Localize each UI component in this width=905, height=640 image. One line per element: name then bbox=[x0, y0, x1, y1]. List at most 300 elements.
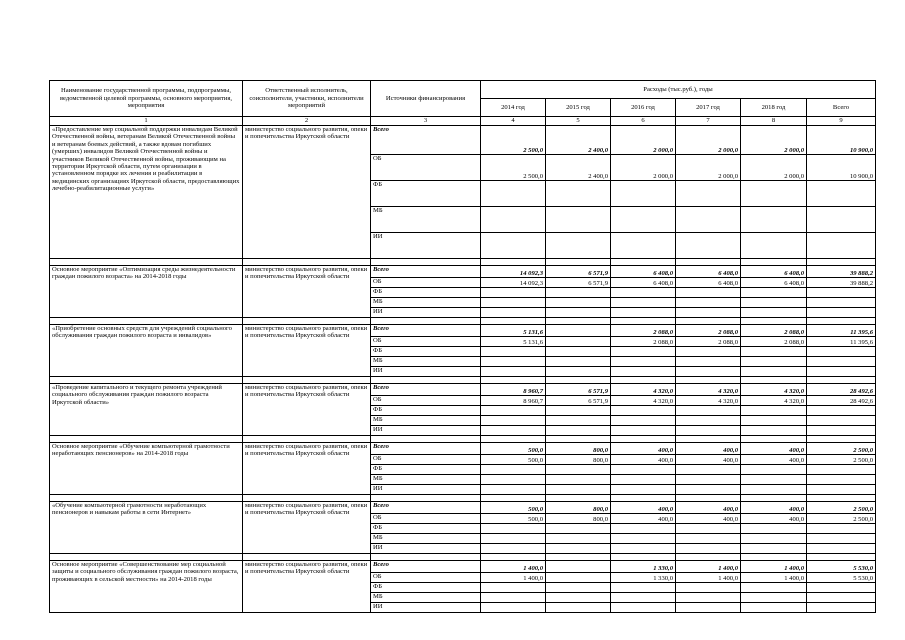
empty-value-cell bbox=[676, 426, 741, 436]
separator-cell bbox=[481, 436, 546, 443]
executor-name: министерство социального развития, опеки и попечительства Иркутской области bbox=[243, 384, 371, 436]
ob-value-cell: 2 088,0 bbox=[611, 337, 676, 347]
empty-value-cell bbox=[611, 524, 676, 534]
funding-source: ОБ bbox=[371, 573, 481, 583]
executor-name: министерство социального развития, опеки и попечительства Иркутской области bbox=[243, 325, 371, 377]
funding-source: Всего bbox=[371, 561, 481, 573]
ob-value-cell: 6 571,9 bbox=[546, 396, 611, 406]
empty-value-cell bbox=[546, 367, 611, 377]
header-year: 2018 год bbox=[741, 99, 807, 117]
separator-cell bbox=[546, 436, 611, 443]
empty-value-cell bbox=[546, 524, 611, 534]
separator-cell bbox=[371, 554, 481, 561]
header-year: 2014 год bbox=[481, 99, 546, 117]
ob-value-cell: 2 088,0 bbox=[741, 337, 807, 347]
total-value-cell: 400,0 bbox=[611, 502, 676, 514]
total-value-cell: 2 000,0 bbox=[676, 126, 741, 155]
empty-value-cell bbox=[676, 298, 741, 308]
separator-cell bbox=[50, 259, 243, 266]
funding-source: ОБ bbox=[371, 337, 481, 347]
separator-cell bbox=[50, 377, 243, 384]
funding-source: ОБ bbox=[371, 278, 481, 288]
total-value-cell: 5 530,0 bbox=[807, 561, 876, 573]
empty-value-cell bbox=[481, 426, 546, 436]
funding-source: ФБ bbox=[371, 347, 481, 357]
empty-value-cell bbox=[807, 207, 876, 233]
empty-value-cell bbox=[676, 485, 741, 495]
empty-value-cell bbox=[807, 406, 876, 416]
funding-source: ФБ bbox=[371, 288, 481, 298]
empty-value-cell bbox=[741, 298, 807, 308]
separator-cell bbox=[611, 436, 676, 443]
separator-cell bbox=[676, 377, 741, 384]
empty-value-cell bbox=[546, 544, 611, 554]
empty-value-cell bbox=[741, 475, 807, 485]
funding-source: ФБ bbox=[371, 181, 481, 207]
block-separator-row bbox=[50, 436, 876, 443]
empty-value-cell bbox=[807, 308, 876, 318]
empty-value-cell bbox=[481, 347, 546, 357]
executor-name: министерство социального развития, опеки и попечительства Иркутской области bbox=[243, 561, 371, 613]
separator-cell bbox=[243, 436, 371, 443]
empty-value-cell bbox=[481, 544, 546, 554]
block-separator-row bbox=[50, 554, 876, 561]
ob-value-cell: 800,0 bbox=[546, 455, 611, 465]
ob-value-cell: 2 000,0 bbox=[741, 155, 807, 181]
total-value-cell: 4 320,0 bbox=[611, 384, 676, 396]
header-year: 2017 год bbox=[676, 99, 741, 117]
ob-value-cell: 6 571,9 bbox=[546, 278, 611, 288]
separator-cell bbox=[243, 377, 371, 384]
separator-cell bbox=[741, 554, 807, 561]
empty-value-cell bbox=[611, 426, 676, 436]
total-value-cell: 14 092,3 bbox=[481, 266, 546, 278]
table-row bbox=[50, 384, 876, 396]
empty-value-cell bbox=[546, 534, 611, 544]
empty-value-cell bbox=[611, 465, 676, 475]
total-value-cell: 5 131,6 bbox=[481, 325, 546, 337]
total-value-cell: 1 400,0 bbox=[676, 561, 741, 573]
funding-source: ОБ bbox=[371, 155, 481, 181]
total-value-cell bbox=[546, 561, 611, 573]
funding-source: Всего bbox=[371, 126, 481, 155]
empty-value-cell bbox=[676, 357, 741, 367]
total-value-cell: 6 408,0 bbox=[741, 266, 807, 278]
empty-value-cell bbox=[741, 524, 807, 534]
executor-name: министерство социального развития, опеки и попечительства Иркутской области bbox=[243, 266, 371, 318]
empty-value-cell bbox=[481, 603, 546, 613]
empty-value-cell bbox=[611, 367, 676, 377]
block-separator-row bbox=[50, 377, 876, 384]
total-value-cell: 400,0 bbox=[741, 443, 807, 455]
total-value-cell: 6 571,9 bbox=[546, 384, 611, 396]
total-value-cell: 2 000,0 bbox=[741, 126, 807, 155]
empty-value-cell bbox=[481, 475, 546, 485]
empty-value-cell bbox=[611, 207, 676, 233]
total-value-cell: 39 888,2 bbox=[807, 266, 876, 278]
empty-value-cell bbox=[741, 416, 807, 426]
total-value-cell: 400,0 bbox=[741, 502, 807, 514]
total-value-cell: 2 500,0 bbox=[807, 502, 876, 514]
total-value-cell: 1 400,0 bbox=[481, 561, 546, 573]
empty-value-cell bbox=[546, 603, 611, 613]
total-value-cell: 500,0 bbox=[481, 502, 546, 514]
empty-value-cell bbox=[611, 593, 676, 603]
separator-cell bbox=[611, 495, 676, 502]
funding-source: ИИ bbox=[371, 308, 481, 318]
ob-value-cell: 400,0 bbox=[741, 514, 807, 524]
empty-value-cell bbox=[807, 583, 876, 593]
ob-value-cell: 400,0 bbox=[611, 455, 676, 465]
separator-cell bbox=[481, 259, 546, 266]
empty-value-cell bbox=[807, 524, 876, 534]
empty-value-cell bbox=[611, 475, 676, 485]
ob-value-cell: 14 092,3 bbox=[481, 278, 546, 288]
ob-value-cell: 4 320,0 bbox=[676, 396, 741, 406]
separator-cell bbox=[481, 318, 546, 325]
separator-cell bbox=[741, 259, 807, 266]
empty-value-cell bbox=[676, 308, 741, 318]
total-value-cell: 4 320,0 bbox=[676, 384, 741, 396]
separator-cell bbox=[676, 554, 741, 561]
empty-value-cell bbox=[546, 288, 611, 298]
empty-value-cell bbox=[807, 475, 876, 485]
empty-value-cell bbox=[611, 233, 676, 259]
total-value-cell: 500,0 bbox=[481, 443, 546, 455]
ob-value-cell: 6 408,0 bbox=[611, 278, 676, 288]
ob-value-cell: 400,0 bbox=[611, 514, 676, 524]
empty-value-cell bbox=[807, 181, 876, 207]
header-name: Наименование государственной программы, подпрограммы, ведомственной целевой программы, основного мероприятия, мероприятия bbox=[50, 81, 243, 117]
total-value-cell: 6 571,9 bbox=[546, 266, 611, 278]
total-value-cell: 1 400,0 bbox=[741, 561, 807, 573]
ob-value-cell: 4 320,0 bbox=[611, 396, 676, 406]
empty-value-cell bbox=[676, 465, 741, 475]
empty-value-cell bbox=[546, 233, 611, 259]
empty-value-cell bbox=[741, 465, 807, 475]
separator-cell bbox=[546, 377, 611, 384]
empty-value-cell bbox=[807, 426, 876, 436]
total-value-cell bbox=[546, 325, 611, 337]
empty-value-cell bbox=[807, 544, 876, 554]
empty-value-cell bbox=[546, 406, 611, 416]
header-year: 2016 год bbox=[611, 99, 676, 117]
separator-cell bbox=[676, 495, 741, 502]
empty-value-cell bbox=[546, 347, 611, 357]
empty-value-cell bbox=[546, 416, 611, 426]
empty-value-cell bbox=[546, 465, 611, 475]
funding-source: ФБ bbox=[371, 524, 481, 534]
separator-cell bbox=[50, 436, 243, 443]
separator-cell bbox=[50, 318, 243, 325]
empty-value-cell bbox=[807, 593, 876, 603]
ob-value-cell: 8 960,7 bbox=[481, 396, 546, 406]
empty-value-cell bbox=[741, 593, 807, 603]
empty-value-cell bbox=[481, 233, 546, 259]
empty-value-cell bbox=[676, 593, 741, 603]
measure-name: «Проведение капитального и текущего ремонта учреждений социального обслуживания граждан пожилого возраста Иркутской области» bbox=[50, 384, 243, 436]
empty-value-cell bbox=[676, 367, 741, 377]
separator-cell bbox=[807, 436, 876, 443]
separator-cell bbox=[611, 318, 676, 325]
empty-value-cell bbox=[546, 475, 611, 485]
table-row bbox=[50, 561, 876, 573]
separator-cell bbox=[371, 495, 481, 502]
funding-source: ОБ bbox=[371, 514, 481, 524]
empty-value-cell bbox=[546, 593, 611, 603]
column-number: 9 bbox=[807, 117, 876, 126]
empty-value-cell bbox=[676, 475, 741, 485]
ob-value-cell: 2 500,0 bbox=[807, 514, 876, 524]
table-row bbox=[50, 126, 876, 155]
empty-value-cell bbox=[611, 406, 676, 416]
empty-value-cell bbox=[741, 544, 807, 554]
separator-cell bbox=[243, 495, 371, 502]
empty-value-cell bbox=[741, 603, 807, 613]
funding-source: МБ bbox=[371, 207, 481, 233]
empty-value-cell bbox=[807, 298, 876, 308]
ob-value-cell: 5 530,0 bbox=[807, 573, 876, 583]
measure-name: «Предоставление мер социальной поддержки инвалидам Великой Отечественной войны, ветеранам Великой Отечественной войны и ветеранам боевых действий, а также вдовам погибших (умерших) инвалидов Великой Отечественной войны и участников Великой Отечественной войны, проживающим на территории Иркутской области, путем организации в установленном порядке их лечения и реабилитации в медицинских организациях Иркутской области, предоставляющих лечебно-реабилитационные услуги» bbox=[50, 126, 243, 259]
empty-value-cell bbox=[546, 583, 611, 593]
separator-cell bbox=[371, 436, 481, 443]
empty-value-cell bbox=[481, 534, 546, 544]
empty-value-cell bbox=[676, 233, 741, 259]
empty-value-cell bbox=[741, 207, 807, 233]
empty-value-cell bbox=[807, 233, 876, 259]
empty-value-cell bbox=[807, 416, 876, 426]
ob-value-cell: 400,0 bbox=[741, 455, 807, 465]
funding-source: ОБ bbox=[371, 455, 481, 465]
column-number: 1 bbox=[50, 117, 243, 126]
empty-value-cell bbox=[481, 593, 546, 603]
separator-cell bbox=[243, 554, 371, 561]
empty-value-cell bbox=[741, 583, 807, 593]
separator-cell bbox=[611, 377, 676, 384]
measure-name: «Приобретение основных средств для учреждений социального обслуживания граждан пожилого возраста и инвалидов» bbox=[50, 325, 243, 377]
separator-cell bbox=[481, 377, 546, 384]
empty-value-cell bbox=[611, 544, 676, 554]
empty-value-cell bbox=[741, 406, 807, 416]
separator-cell bbox=[741, 436, 807, 443]
empty-value-cell bbox=[546, 426, 611, 436]
measure-name: Основное мероприятие «Совершенствование мер социальной защиты и социального обслуживания граждан пожилого возраста, проживающих в сельской местности» на 2014-2018 годы bbox=[50, 561, 243, 613]
total-value-cell: 2 088,0 bbox=[741, 325, 807, 337]
column-number: 5 bbox=[546, 117, 611, 126]
column-number: 2 bbox=[243, 117, 371, 126]
funding-source: Всего bbox=[371, 384, 481, 396]
separator-cell bbox=[546, 259, 611, 266]
separator-cell bbox=[741, 377, 807, 384]
total-value-cell: 1 330,0 bbox=[611, 561, 676, 573]
empty-value-cell bbox=[611, 416, 676, 426]
empty-value-cell bbox=[676, 347, 741, 357]
empty-value-cell bbox=[676, 288, 741, 298]
total-value-cell: 2 400,0 bbox=[546, 126, 611, 155]
empty-value-cell bbox=[481, 288, 546, 298]
empty-value-cell bbox=[807, 288, 876, 298]
empty-value-cell bbox=[611, 288, 676, 298]
total-value-cell: 800,0 bbox=[546, 502, 611, 514]
empty-value-cell bbox=[546, 181, 611, 207]
funding-source: МБ bbox=[371, 357, 481, 367]
empty-value-cell bbox=[611, 583, 676, 593]
ob-value-cell: 500,0 bbox=[481, 514, 546, 524]
funding-source: МБ bbox=[371, 593, 481, 603]
column-number: 6 bbox=[611, 117, 676, 126]
table-body bbox=[50, 126, 876, 613]
separator-cell bbox=[481, 554, 546, 561]
empty-value-cell bbox=[741, 233, 807, 259]
empty-value-cell bbox=[546, 308, 611, 318]
ob-value-cell: 6 408,0 bbox=[676, 278, 741, 288]
empty-value-cell bbox=[611, 181, 676, 207]
ob-value-cell: 11 395,6 bbox=[807, 337, 876, 347]
empty-value-cell bbox=[741, 357, 807, 367]
empty-value-cell bbox=[741, 347, 807, 357]
empty-value-cell bbox=[481, 524, 546, 534]
ob-value-cell: 10 900,0 bbox=[807, 155, 876, 181]
header-expenses: Расходы (тыс.руб.), годы bbox=[481, 81, 876, 99]
empty-value-cell bbox=[481, 207, 546, 233]
empty-value-cell bbox=[676, 534, 741, 544]
total-value-cell: 11 395,6 bbox=[807, 325, 876, 337]
funding-source: ФБ bbox=[371, 406, 481, 416]
column-number: 3 bbox=[371, 117, 481, 126]
separator-cell bbox=[676, 259, 741, 266]
ob-value-cell bbox=[546, 573, 611, 583]
separator-cell bbox=[807, 259, 876, 266]
empty-value-cell bbox=[741, 485, 807, 495]
funding-source: МБ bbox=[371, 475, 481, 485]
ob-value-cell: 1 400,0 bbox=[676, 573, 741, 583]
table-row bbox=[50, 443, 876, 455]
empty-value-cell bbox=[676, 181, 741, 207]
empty-value-cell bbox=[741, 534, 807, 544]
empty-value-cell bbox=[611, 603, 676, 613]
empty-value-cell bbox=[481, 416, 546, 426]
empty-value-cell bbox=[807, 603, 876, 613]
separator-cell bbox=[741, 318, 807, 325]
table-row bbox=[50, 266, 876, 278]
empty-value-cell bbox=[481, 583, 546, 593]
empty-value-cell bbox=[676, 603, 741, 613]
empty-value-cell bbox=[481, 298, 546, 308]
empty-value-cell bbox=[741, 367, 807, 377]
empty-value-cell bbox=[481, 406, 546, 416]
ob-value-cell: 6 408,0 bbox=[741, 278, 807, 288]
separator-cell bbox=[807, 318, 876, 325]
empty-value-cell bbox=[807, 357, 876, 367]
header-source: Источники финансирования bbox=[371, 81, 481, 117]
empty-value-cell bbox=[676, 406, 741, 416]
ob-value-cell: 2 500,0 bbox=[807, 455, 876, 465]
separator-cell bbox=[371, 259, 481, 266]
separator-cell bbox=[50, 554, 243, 561]
separator-cell bbox=[807, 495, 876, 502]
empty-value-cell bbox=[481, 308, 546, 318]
funding-source: МБ bbox=[371, 534, 481, 544]
empty-value-cell bbox=[807, 347, 876, 357]
funding-source: ИИ bbox=[371, 544, 481, 554]
total-value-cell: 28 492,6 bbox=[807, 384, 876, 396]
column-number: 4 bbox=[481, 117, 546, 126]
empty-value-cell bbox=[546, 357, 611, 367]
ob-value-cell: 1 330,0 bbox=[611, 573, 676, 583]
measure-name: Основное мероприятие «Обучение компьютерной грамотности неработающих пенсионеров» на 2014-2018 годы bbox=[50, 443, 243, 495]
empty-value-cell bbox=[807, 367, 876, 377]
total-value-cell: 400,0 bbox=[611, 443, 676, 455]
separator-cell bbox=[676, 318, 741, 325]
empty-value-cell bbox=[611, 357, 676, 367]
empty-value-cell bbox=[807, 465, 876, 475]
column-number: 7 bbox=[676, 117, 741, 126]
empty-value-cell bbox=[741, 308, 807, 318]
total-value-cell: 2 088,0 bbox=[676, 325, 741, 337]
separator-cell bbox=[546, 495, 611, 502]
funding-source: ИИ bbox=[371, 485, 481, 495]
total-value-cell: 2 000,0 bbox=[611, 126, 676, 155]
separator-cell bbox=[546, 554, 611, 561]
ob-value-cell: 39 888,2 bbox=[807, 278, 876, 288]
separator-cell bbox=[807, 377, 876, 384]
ob-value-cell: 500,0 bbox=[481, 455, 546, 465]
total-value-cell: 2 088,0 bbox=[611, 325, 676, 337]
ob-value-cell: 5 131,6 bbox=[481, 337, 546, 347]
empty-value-cell bbox=[481, 367, 546, 377]
empty-value-cell bbox=[546, 298, 611, 308]
measure-name: Основное мероприятие «Оптимизация среды жизнедеятельности граждан пожилого возраста» на 2014-2018 годы bbox=[50, 266, 243, 318]
budget-table bbox=[49, 80, 876, 613]
funding-source: МБ bbox=[371, 416, 481, 426]
ob-value-cell: 2 000,0 bbox=[676, 155, 741, 181]
funding-source: ФБ bbox=[371, 583, 481, 593]
ob-value-cell: 400,0 bbox=[676, 514, 741, 524]
ob-value-cell: 4 320,0 bbox=[741, 396, 807, 406]
table-row bbox=[50, 325, 876, 337]
total-value-cell: 400,0 bbox=[676, 502, 741, 514]
funding-source: Всего bbox=[371, 443, 481, 455]
empty-value-cell bbox=[481, 485, 546, 495]
funding-source: МБ bbox=[371, 298, 481, 308]
separator-cell bbox=[546, 318, 611, 325]
measure-name: «Обучение компьютерной грамотности неработающих пенсионеров и навыкам работы в сети Интернет» bbox=[50, 502, 243, 554]
empty-value-cell bbox=[481, 181, 546, 207]
header-executor: Ответственный исполнитель, соисполнители, участники, исполнители мероприятий bbox=[243, 81, 371, 117]
empty-value-cell bbox=[741, 426, 807, 436]
block-separator-row bbox=[50, 318, 876, 325]
empty-value-cell bbox=[546, 207, 611, 233]
total-value-cell: 10 900,0 bbox=[807, 126, 876, 155]
empty-value-cell bbox=[676, 524, 741, 534]
ob-value-cell bbox=[546, 337, 611, 347]
funding-source: ИИ bbox=[371, 233, 481, 259]
empty-value-cell bbox=[546, 485, 611, 495]
empty-value-cell bbox=[611, 298, 676, 308]
funding-source: ИИ bbox=[371, 367, 481, 377]
empty-value-cell bbox=[741, 288, 807, 298]
total-value-cell: 6 408,0 bbox=[611, 266, 676, 278]
separator-cell bbox=[676, 436, 741, 443]
executor-name: министерство социального развития, опеки и попечительства Иркутской области bbox=[243, 502, 371, 554]
empty-value-cell bbox=[481, 465, 546, 475]
separator-cell bbox=[50, 495, 243, 502]
ob-value-cell: 400,0 bbox=[676, 455, 741, 465]
empty-value-cell bbox=[676, 544, 741, 554]
ob-value-cell: 28 492,6 bbox=[807, 396, 876, 406]
funding-source: ОБ bbox=[371, 396, 481, 406]
ob-value-cell: 2 500,0 bbox=[481, 155, 546, 181]
